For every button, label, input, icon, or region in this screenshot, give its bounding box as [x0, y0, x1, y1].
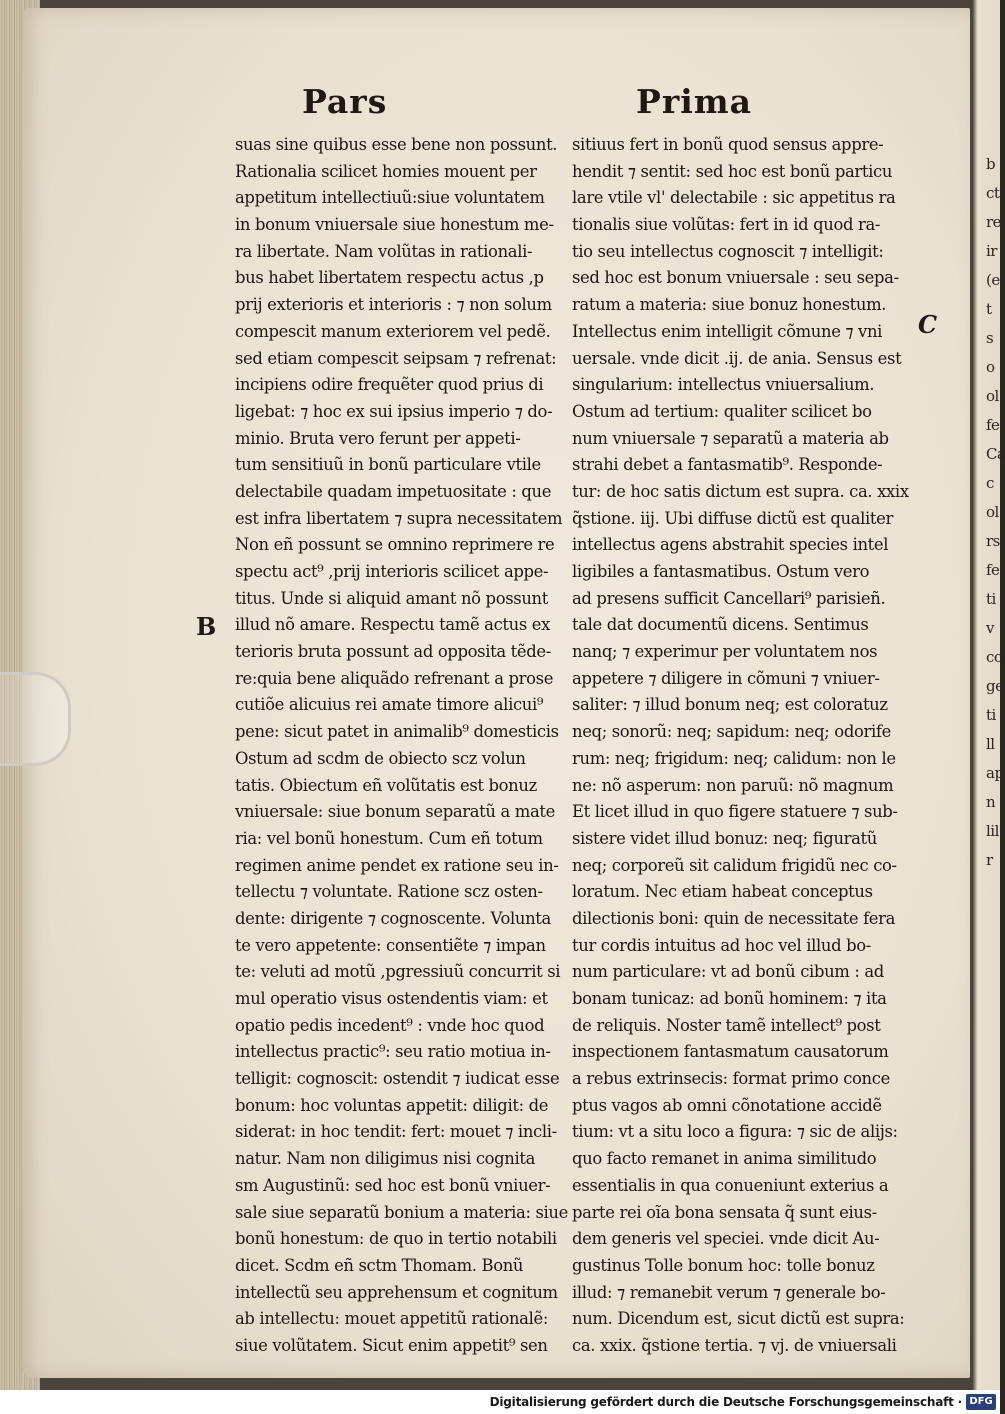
text-line-right: tale dat documentũ dicens. Sentimus — [572, 615, 869, 635]
text-line-left: Rationalia scilicet homies mouent per — [235, 161, 537, 181]
text-line-left: cutiõe alicuius rei amate timore alicui⁹ — [235, 695, 544, 715]
text-line-left: terioris bruta possunt ad opposita tẽde- — [235, 642, 551, 662]
digitization-footer — [0, 1390, 1000, 1414]
text-line-left: bonũ honestum: de quo in tertio notabili — [235, 1229, 557, 1249]
text-line-left: sed etiam compescit seipsam ⁊ refrenat: — [235, 348, 557, 368]
adjacent-page-fragment: ct — [986, 184, 1000, 202]
text-line-left: dicet. Scdm eñ sctm Thomam. Bonũ — [235, 1255, 524, 1275]
text-line-right: ad presens sufficit Cancellari⁹ parisieñ. — [572, 588, 886, 608]
text-line-right: tium: vt a situ loco a figura: ⁊ sic de alijs: — [572, 1122, 898, 1142]
text-line-right: loratum. Nec etiam habeat conceptus — [572, 882, 873, 902]
text-line-right: parte rei oĩa bona sensata q̃ sunt eius- — [572, 1202, 877, 1222]
text-line-left: te vero appetente: consentiẽte ⁊ impan — [235, 935, 546, 955]
text-line-right: illud: ⁊ remanebit verum ⁊ generale bo- — [572, 1282, 886, 1302]
text-line-left: re:quia bene aliquãdo refrenant a prose — [235, 668, 554, 688]
adjacent-page-fragment: ol — [986, 387, 999, 405]
text-line-right: a rebus extrinsecis: format primo conce — [572, 1069, 890, 1089]
running-head-left: Pars — [302, 82, 388, 121]
text-line-right: ligibiles a fantasmatibus. Ostum vero — [572, 562, 870, 581]
text-line-left: sale siue separatũ bonium a materia: siue — [235, 1202, 568, 1222]
text-line-left: Ostum ad scdm de obiecto scz volun — [235, 748, 526, 768]
text-line-right: tur: de hoc satis dictum est supra. ca. xxix — [572, 481, 909, 501]
text-line-right: tionalis siue volũtas: fert in id quod ra- — [572, 215, 881, 235]
text-line-right: rum: neq; frigidum: neq; calidum: non le — [572, 748, 896, 768]
text-line-left: regimen anime pendet ex ratione seu in- — [235, 855, 559, 875]
text-line-right: intellectus agens abstrahit species intel — [572, 535, 889, 555]
text-line-right: inspectionem fantasmatum causatorum — [572, 1042, 889, 1062]
text-line-left: Non eñ possunt se omnino reprimere re — [235, 535, 555, 555]
adjacent-page-fragment: ap — [986, 764, 1004, 782]
text-line-left: pene: sicut patet in animalib⁹ domesticis — [235, 722, 559, 742]
text-line-left: compescit manum exteriorem vel pedẽ. — [235, 321, 551, 341]
adjacent-page-fragment: (e — [986, 271, 1000, 289]
text-line-right: num. Dicendum est, sicut dictũ est supra: — [572, 1309, 905, 1329]
adjacent-page-fragment: ti — [986, 590, 996, 608]
adjacent-page-fragment: rs — [986, 532, 1000, 550]
text-line-right: tio seu intellectus cognoscit ⁊ intelligit: — [572, 241, 884, 261]
text-line-right: sitiuus fert in bonũ quod sensus appre- — [572, 135, 884, 154]
text-line-left: tatis. Obiectum eñ volũtatis est bonuz — [235, 775, 537, 795]
text-line-left: siderat: in hoc tendit: fert: mouet ⁊ incli- — [235, 1122, 557, 1142]
text-line-left: incipiens odire frequẽter quod prius di — [235, 375, 544, 395]
adjacent-page-fragment: c — [986, 474, 994, 492]
adjacent-page-fragment: ti — [986, 706, 996, 724]
text-line-right: gustinus Tolle bonum hoc: tolle bonuz — [572, 1255, 875, 1275]
text-line-right: appetere ⁊ diligere in cõmuni ⁊ vniuer- — [572, 668, 880, 688]
text-line-right: essentialis in qua conueniunt exterius a — [572, 1175, 889, 1195]
text-line-left: tellectu ⁊ voluntate. Ratione scz osten- — [235, 882, 543, 902]
text-line-left: in bonum vniuersale siue honestum me- — [235, 215, 554, 235]
text-line-left: titus. Unde si aliquid amant nõ possunt — [235, 588, 548, 608]
text-line-right: neq; sonorũ: neq; sapidum: neq; odorife — [572, 722, 891, 742]
adjacent-page-edge — [972, 0, 1005, 1390]
text-line-left: ab intellectu: mouet appetitũ rationalẽ: — [235, 1309, 548, 1329]
text-line-left: te: veluti ad motũ ,pgressiuũ concurrit si — [235, 962, 561, 982]
text-line-right: ca. xxix. q̃stione tertia. ⁊ vj. de vniuersali — [572, 1335, 897, 1355]
adjacent-page-fragment: fe — [986, 416, 1000, 434]
text-line-left: illud nõ amare. Respectu tamẽ actus ex — [235, 615, 551, 635]
text-line-right: ptus vagos ab omni cõnotatione accidẽ — [572, 1095, 882, 1115]
text-line-left: prij exterioris et interioris : ⁊ non solum — [235, 295, 552, 315]
text-line-left: dente: dirigente ⁊ cognoscente. Volunta — [235, 908, 551, 928]
funding-credit: Digitalisierung gefördert durch die Deutsche Forschungsgemeinschaft · — [489, 1395, 962, 1409]
marginal-letter-b: B — [196, 612, 217, 641]
text-line-left: sm Augustinũ: sed hoc est bonũ vniuer- — [235, 1175, 551, 1195]
adjacent-page-fragment: r — [986, 851, 993, 869]
text-line-left: spectu act⁹ ,prij interioris scilicet appe- — [235, 562, 549, 581]
text-column-right — [572, 132, 909, 1360]
text-line-right: Intellectus enim intelligit cõmune ⁊ vni — [572, 321, 883, 341]
text-line-left: tum sensitiuũ in bonũ particulare vtile — [235, 455, 541, 475]
text-column-left — [235, 132, 568, 1360]
text-line-left: ra libertate. Nam volũtas in rationali- — [235, 241, 533, 261]
text-line-left: mul operatio visus ostendentis viam: et — [235, 989, 548, 1008]
text-line-left: ria: vel bonũ honestum. Cum eñ totum — [235, 828, 543, 848]
text-line-left: siue volũtatem. Sicut enim appetit⁹ sen — [235, 1335, 548, 1355]
text-line-left: delectabile quadam impetuositate : que — [235, 481, 552, 501]
text-line-right: neq; corporeũ sit calidum frigidũ nec co- — [572, 855, 897, 875]
text-line-left: ligebat: ⁊ hoc ex sui ipsius imperio ⁊ do- — [235, 401, 553, 421]
text-line-right: hendit ⁊ sentit: sed hoc est bonũ particu — [572, 161, 893, 181]
text-line-left: minio. Bruta vero ferunt per appeti- — [235, 428, 521, 448]
adjacent-page-fragment: co — [986, 648, 1003, 666]
marginal-letter-c: C — [918, 310, 938, 339]
text-line-left: intellectũ seu apprehensum et cognitum — [235, 1282, 558, 1302]
text-line-right: bonam tunicaz: ad bonũ hominem: ⁊ ita — [572, 989, 887, 1008]
text-line-right: tur cordis intuitus ad hoc vel illud bo- — [572, 935, 871, 955]
text-line-right: strahi debet a fantasmatib⁹. Responde- — [572, 455, 883, 475]
text-line-left: bonum: hoc voluntas appetit: diligit: de — [235, 1095, 549, 1115]
adjacent-page-fragment: lil — [986, 822, 999, 840]
text-line-left: est infra libertatem ⁊ supra necessitatem — [235, 508, 563, 528]
text-line-right: num particulare: vt ad bonũ cibum : ad — [572, 962, 884, 982]
text-line-left: bus habet libertatem respectu actus ,p — [235, 268, 544, 288]
text-line-right: sistere videt illud bonuz: neq; figuratũ — [572, 828, 878, 848]
text-line-right: uersale. vnde dicit .ij. de ania. Sensus est — [572, 348, 902, 368]
text-line-left: suas sine quibus esse bene non possunt. — [235, 135, 558, 154]
text-line-right: Ostum ad tertium: qualiter scilicet bo — [572, 401, 872, 421]
page-clip — [0, 672, 71, 766]
adjacent-page-fragment: n — [986, 793, 996, 811]
adjacent-page-fragment: ir — [986, 242, 997, 260]
text-line-left: opatio pedis incedent⁹ : vnde hoc quod — [235, 1015, 545, 1035]
text-line-right: de reliquis. Noster tamẽ intellect⁹ post — [572, 1015, 881, 1035]
text-line-right: num vniuersale ⁊ separatũ a materia ab — [572, 428, 889, 448]
text-line-right: nanq; ⁊ experimur per voluntatem nos — [572, 642, 878, 662]
text-line-right: saliter: ⁊ illud bonum neq; est coloratuz — [572, 695, 888, 715]
text-line-right: lare vtile vl' delectabile : sic appetitus ra — [572, 188, 896, 208]
text-line-left: appetitum intellectiuũ:siue voluntatem — [235, 188, 545, 208]
adjacent-page-fragment: b — [986, 155, 996, 173]
text-line-right: quo facto remanet in anima similitudo — [572, 1149, 877, 1169]
adjacent-page-fragment: v — [986, 619, 994, 637]
text-line-left: telligit: cognoscit: ostendit ⁊ iudicat esse — [235, 1069, 560, 1089]
adjacent-page-fragment: o — [986, 358, 995, 376]
text-line-right: ratum a materia: siue bonuz honestum. — [572, 295, 887, 315]
adjacent-page-fragment: ol — [986, 503, 999, 521]
adjacent-page-fragment: fe — [986, 561, 1000, 579]
adjacent-page-fragment: s — [986, 329, 994, 347]
running-head-right: Prima — [636, 82, 753, 121]
text-line-left: intellectus practic⁹: seu ratio motiua in- — [235, 1042, 551, 1062]
text-line-right: ne: nõ asperum: non paruũ: nõ magnum — [572, 775, 894, 795]
text-line-right: singularium: intellectus vniuersalium. — [572, 375, 875, 395]
text-line-left: vniuersale: siue bonum separatũ a mate — [235, 802, 555, 822]
adjacent-page-fragment: ge — [986, 677, 1004, 695]
text-line-left: natur. Nam non diligimus nisi cognita — [235, 1149, 536, 1169]
adjacent-page-fragment: ll — [986, 735, 995, 753]
adjacent-page-fragment: t — [986, 300, 992, 318]
adjacent-page-fragment: Ca — [986, 445, 1005, 463]
text-line-right: dilectionis boni: quin de necessitate fera — [572, 908, 896, 928]
adjacent-page-fragment: re — [986, 213, 1002, 231]
text-line-right: dem generis vel speciei. vnde dicit Au- — [572, 1229, 880, 1249]
text-line-right: q̃stione. iij. Ubi diffuse dictũ est qualiter — [572, 508, 893, 528]
dfg-logo: DFG — [966, 1394, 996, 1410]
text-line-right: Et licet illud in quo figere statuere ⁊ sub- — [572, 802, 898, 822]
text-line-right: sed hoc est bonum vniuersale : seu sepa- — [572, 268, 899, 288]
